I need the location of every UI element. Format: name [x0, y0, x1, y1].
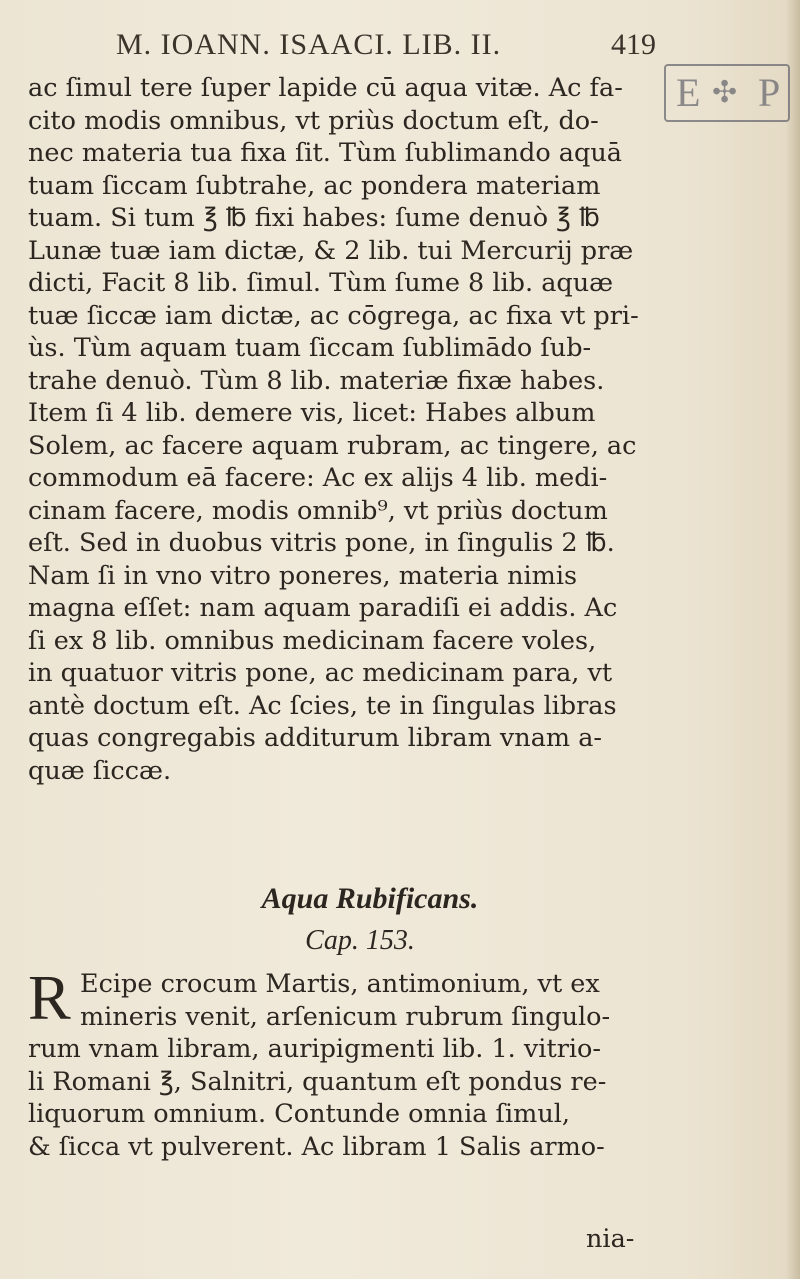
running-title: M. IOANN. ISAACI. LIB. II.	[116, 28, 502, 61]
chapter-title: Aqua Rubificans.	[261, 882, 479, 915]
text-line: quæ ſiccæ.	[28, 755, 172, 786]
text-line: tuæ ſiccæ iam dictæ, ac cōgrega, ac fixa vt pri-	[28, 300, 639, 331]
page-header	[116, 26, 656, 72]
text-line: li Romani ℥, Salnitri, quantum eſt pondus re-	[28, 1066, 607, 1097]
text-line: Item ſi 4 lib. demere vis, licet: Habes album	[28, 398, 596, 428]
text-line: nec materia tua fixa ſit. Tùm ſublimando aquā	[28, 138, 622, 168]
text-line: Solem, ac facere aquam rubram, ac tingere, ac	[28, 430, 637, 461]
catchword: nia-	[586, 1224, 635, 1254]
text-line: ùs. Tùm aquam tuam ſiccam ſublimādo ſub-	[28, 333, 592, 363]
main-text-block	[28, 72, 658, 787]
text-line: ac ſimul tere ſuper lapide cū aqua vitæ. Ac fa-	[28, 73, 623, 103]
text-line: magna eſſet: nam aquam paradiſi ei addis. Ac	[28, 593, 618, 623]
text-line: rum vnam libram, auripigmenti lib. 1. vitrio-	[28, 1034, 602, 1064]
text-line: liquorum omnium. Contunde omnia ſimul,	[28, 1099, 571, 1129]
text-line: tuam ſiccam ſubtrahe, ac pondera materiam	[28, 170, 601, 201]
text-line: trahe denuò. Tùm 8 lib. materiæ fixæ habes.	[28, 365, 605, 396]
text-line: antè doctum eſt. Ac ſcies, te in ſingulas libras	[28, 690, 617, 721]
text-line: eſt. Sed in duobus vitris pone, in ſingulis 2 ℔.	[28, 528, 615, 558]
text-line: dicti, Facit 8 lib. ſimul. Tùm ſume 8 lib. aquæ	[28, 268, 614, 298]
text-line: Lunæ tuæ iam dictæ, & 2 lib. tui Mercurij præ	[28, 235, 634, 266]
stamp-letter-3: P	[758, 70, 781, 115]
text-line: Nam ſi in vno vitro poneres, materia nimis	[28, 560, 578, 591]
text-line: cinam facere, modis omnib⁹, vt priùs doctum	[28, 495, 608, 526]
page-gutter-shadow	[786, 0, 800, 1279]
recipe-text-block	[28, 962, 658, 1163]
text-line: Ecipe crocum Martis, antimonium, vt ex	[80, 969, 600, 999]
text-line: & ſicca vt pulverent. Ac libram 1 Salis armo-	[28, 1131, 605, 1162]
text-line: commodum eā facere: Ac ex alijs 4 lib. medi-	[28, 463, 608, 493]
text-line: quas congregabis additurum libram vnam a-	[28, 723, 603, 753]
text-line: mineris venit, arſenicum rubrum ſingulo-	[80, 1001, 611, 1032]
chapter-number: Cap. 153.	[305, 925, 415, 956]
library-stamp	[664, 64, 790, 122]
stamp-letter-1: E	[676, 70, 701, 115]
folio-number: 419	[611, 28, 656, 61]
text-line: in quatuor vitris pone, ac medicinam para, vt	[28, 658, 613, 688]
drop-cap-initial: R	[28, 962, 71, 1033]
text-line: ſi ex 8 lib. omnibus medicinam facere voles,	[28, 625, 597, 656]
text-line: tuam. Si tum ℥ ℔ fixi habes: ſume denuò ℥ ℔	[28, 203, 600, 233]
stamp-emblem: ✣	[712, 76, 738, 109]
text-line: cito modis omnibus, vt priùs doctum eſt, do-	[28, 105, 599, 136]
